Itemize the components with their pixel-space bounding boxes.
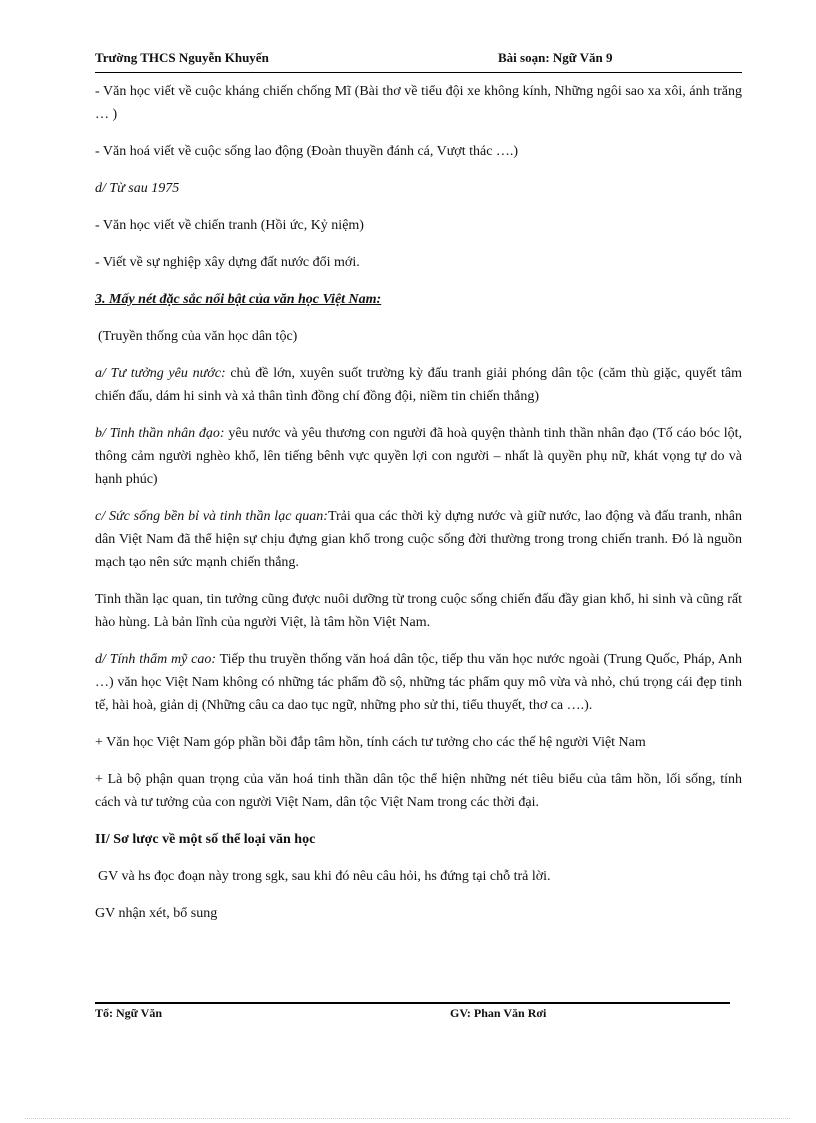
point-text: Tiếp thu truyền thống văn hoá dân tộc, tiếp thu văn học nước ngoài (Trung Quốc, Pháp, Anh …) văn học Việt Nam không có những tác phẩm đồ sộ, những tác phẩm quy mô vừa và nhỏ, chú trọng cái đẹp tinh tế, hài hoà, giản dị (Những câu ca dao tục ngữ, những pho sử thi, tiểu thuyết, thơ ca ….). [95,652,742,713]
paragraph: (Truyền thống của văn học dân tộc) [98,329,298,344]
document-body [95,80,742,939]
paragraph: - Văn học viết về chiến tranh (Hồi ức, Kỷ niệm) [95,218,364,233]
school-name: Trường THCS Nguyễn Khuyến [95,50,269,65]
page-edge-divider [25,1118,790,1119]
department-label: Tổ: Ngữ Văn [95,1006,162,1020]
point-label: d/ Tính thẩm mỹ cao: [95,652,217,667]
paragraph: - Văn hoá viết về cuộc sống lao động (Đoàn thuyền đánh cá, Vượt thác ….) [95,144,519,159]
paragraph-a [95,362,742,408]
section-heading: II/ Sơ lược về một số thể loại văn học [95,832,316,847]
teacher-label: GV: Phan Văn Rơi [450,1006,547,1020]
paragraph-d [95,648,742,717]
point-text: Trải qua các thời kỳ dựng nước và giữ nước, lao động và đấu tranh, nhân dân Việt Nam đã thể hiện sự chịu đựng gian khổ trong cuộc sống đời thường trong trong chiến tranh. Đó là nguồn mạch tạo nên sức mạnh chiến thắng. [95,509,742,570]
page-footer [95,1002,730,1020]
point-label: c/ Sức sống bền bỉ và tinh thần lạc quan: [95,509,328,524]
point-label: b/ Tinh thần nhân đạo: [95,426,225,441]
point-label: a/ Tư tưởng yêu nước: [95,366,226,381]
paragraph-c [95,505,742,574]
paragraph: GV nhận xét, bổ sung [95,906,218,921]
paragraph: + Là bộ phận quan trọng của văn hoá tinh thần dân tộc thể hiện những nét tiêu biểu của tâm hồn, lối sống, tính cách và tư tưởng của con người Việt Nam, dân tộc Việt Nam trong các thời đại. [95,772,742,810]
paragraph: GV và hs đọc đoạn này trong sgk, sau khi đó nêu câu hỏi, hs đứng tại chỗ trả lời. [98,869,551,884]
paragraph: - Văn học viết về cuộc kháng chiến chống Mĩ (Bài thơ về tiểu đội xe không kính, Những ngôi sao xa xôi, ánh trăng … ) [95,84,742,122]
paragraph: + Văn học Việt Nam góp phần bồi đắp tâm hồn, tính cách tư tưởng cho các thế hệ người Việt Nam [95,735,646,750]
subject-label: Bài soạn: Ngữ Văn 9 [498,50,613,65]
page-header [95,50,742,73]
subsection-heading: d/ Từ sau 1975 [95,181,180,196]
point-text: yêu nước và yêu thương con người đã hoà quyện thành tinh thần nhân đạo (Tố cáo bóc lột, thông cảm người nghèo khổ, lên tiếng bênh vực quyền lợi con người – nhất là quyền phụ nữ, khát vọng tự do và hạnh phúc) [95,426,742,487]
paragraph: Tinh thần lạc quan, tin tưởng cũng được nuôi dưỡng từ trong cuộc sống chiến đấu đầy gian khổ, hi sinh và cũng rất hào hùng. Là bản lĩnh của người Việt, là tâm hồn Việt Nam. [95,592,742,630]
section-heading: 3. Mấy nét đặc sắc nổi bật của văn học Việt Nam: [95,292,382,307]
point-text: chủ đề lớn, xuyên suốt trường kỳ đấu tranh giải phóng dân tộc (căm thù giặc, quyết tâm chiến đấu, dám hi sinh và xả thân tình đồng chí đồng đội, niềm tin chiến thắng) [95,366,742,404]
paragraph: - Viết về sự nghiệp xây dựng đất nước đổi mới. [95,255,360,270]
paragraph-b [95,422,742,491]
